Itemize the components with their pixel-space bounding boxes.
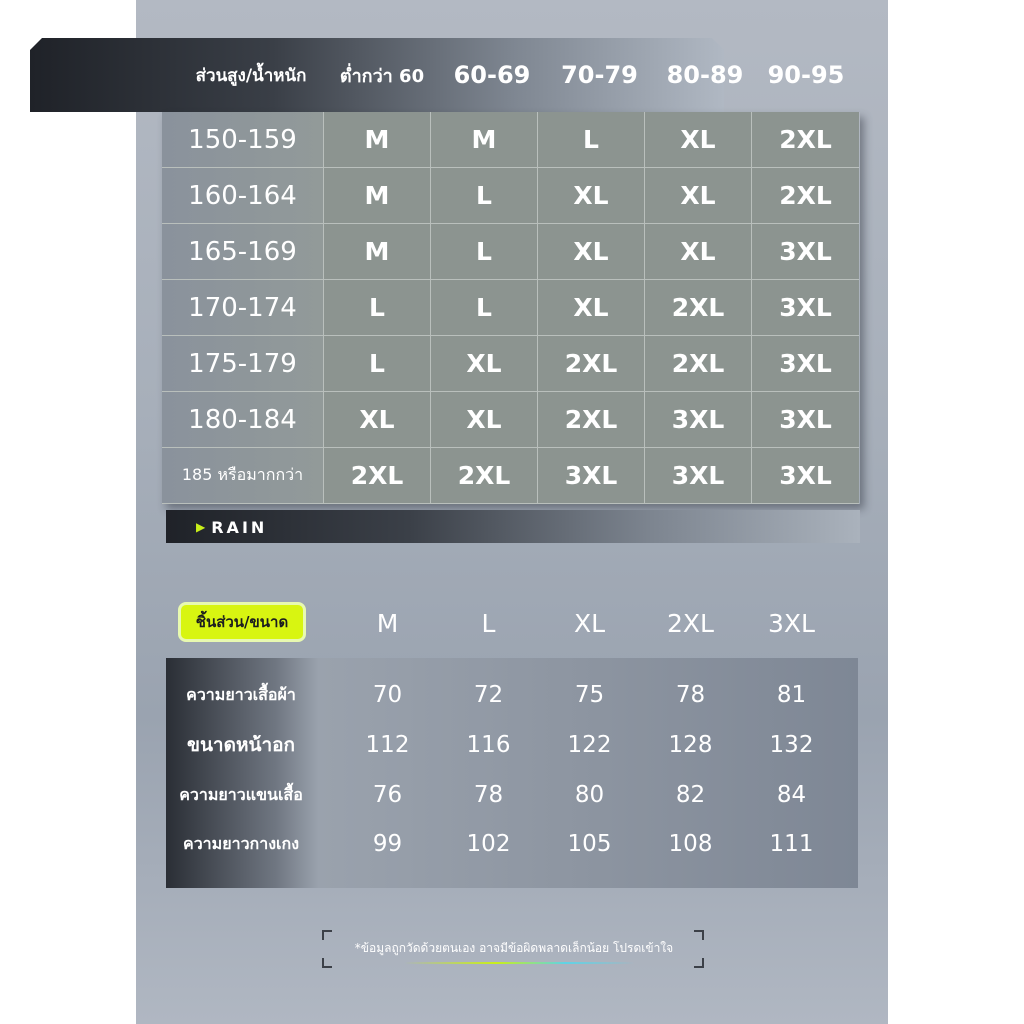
size-header-3xl: 3XL: [768, 608, 815, 638]
size-cell: 3XL: [752, 448, 859, 504]
size-cell: XL: [431, 336, 538, 392]
height-cell: 180-184: [162, 392, 324, 448]
size-cell: 2XL: [752, 168, 859, 224]
row-label-pants-length: ความยาวกางเกง: [182, 833, 299, 853]
height-cell: 165-169: [162, 224, 324, 280]
height-cell: 175-179: [162, 336, 324, 392]
size-cell: XL: [538, 168, 645, 224]
size-cell: 3XL: [645, 392, 752, 448]
weight-col-5: 90-95: [767, 61, 845, 89]
table-row: [162, 168, 860, 224]
size-cell: M: [431, 112, 538, 168]
size-cell: 3XL: [538, 448, 645, 504]
weight-col-3: 70-79: [561, 61, 638, 89]
measurement-value: 108: [668, 831, 713, 857]
measurement-value: 80: [574, 782, 605, 808]
measurement-value: 99: [372, 831, 403, 857]
weight-col-4: 80-89: [666, 61, 744, 89]
row-label-garment-length: ความยาวเสื้อผ้า: [186, 684, 296, 704]
height-cell: 185 หรือมากกว่า: [162, 448, 324, 504]
size-cell: 3XL: [645, 448, 752, 504]
size-cell: XL: [645, 112, 752, 168]
size-cell: L: [324, 280, 431, 336]
size-cell: 2XL: [324, 448, 431, 504]
size-cell: XL: [538, 224, 645, 280]
height-cell: 150-159: [162, 112, 324, 168]
size-cell: L: [324, 336, 431, 392]
table-row: [162, 448, 860, 504]
table-row: [162, 280, 860, 336]
row-label-chest: ขนาดหน้าอก: [186, 734, 296, 756]
size-header-xl: XL: [573, 608, 606, 638]
header-height-weight-label: ส่วนสูง/น้ำหนัก: [195, 65, 307, 86]
measurement-value: 78: [675, 682, 706, 708]
footnote-underline: [404, 962, 634, 964]
size-cell: L: [431, 168, 538, 224]
weight-col-2: 60-69: [453, 61, 531, 89]
measurement-value: 75: [574, 682, 605, 708]
measurement-value: 112: [365, 732, 410, 758]
size-cell: L: [431, 280, 538, 336]
measurement-value: 132: [769, 732, 814, 758]
height-cell: 160-164: [162, 168, 324, 224]
size-cell: L: [431, 224, 538, 280]
weight-col-1: ต่ำกว่า 60: [339, 65, 425, 87]
size-cell: 2XL: [645, 280, 752, 336]
size-cell: 2XL: [431, 448, 538, 504]
measurement-value: 111: [769, 831, 814, 857]
table-row: [162, 336, 860, 392]
size-cell: XL: [538, 280, 645, 336]
table-row: [162, 392, 860, 448]
size-cell: 3XL: [752, 224, 859, 280]
size-cell: 3XL: [752, 336, 859, 392]
table-row: [162, 112, 860, 168]
measurement-value: 122: [567, 732, 612, 758]
table-row: [162, 224, 860, 280]
measurement-value: 76: [372, 782, 403, 808]
row-label-sleeve-length: ความยาวแขนเสื้อ: [179, 784, 303, 804]
size-header-l: L: [481, 608, 496, 638]
brand-bar: [166, 510, 860, 543]
size-cell: XL: [324, 392, 431, 448]
size-cell: XL: [645, 168, 752, 224]
play-triangle-icon: ▶: [196, 520, 206, 534]
size-cell: 2XL: [538, 392, 645, 448]
size-cell: 2XL: [645, 336, 752, 392]
measurement-value: 72: [473, 682, 504, 708]
size-cell: M: [324, 224, 431, 280]
measurement-value: 81: [776, 682, 807, 708]
size-cell: 3XL: [752, 280, 859, 336]
size-cell: 2XL: [538, 336, 645, 392]
measurement-value: 105: [567, 831, 612, 857]
size-cell: M: [324, 168, 431, 224]
brand-label: [196, 512, 267, 542]
measurement-value: 102: [466, 831, 511, 857]
footnote: *ข้อมูลถูกวัดด้วยตนเอง อาจมีข้อผิดพลาดเล็กน้อย โปรดเข้าใจ: [354, 940, 674, 955]
size-cell: XL: [645, 224, 752, 280]
size-cell: M: [324, 112, 431, 168]
measurement-value: 82: [675, 782, 706, 808]
brand-text: RAIN: [211, 517, 268, 537]
measurement-value: 84: [776, 782, 807, 808]
size-cell: 3XL: [752, 392, 859, 448]
measurement-value: 128: [668, 732, 713, 758]
measurement-value: 116: [466, 732, 511, 758]
size-cell: 2XL: [752, 112, 859, 168]
part-size-badge: ชิ้นส่วน/ขนาด: [178, 602, 306, 642]
size-cell: L: [538, 112, 645, 168]
size-header-m: M: [376, 608, 399, 638]
measurement-value: 78: [473, 782, 504, 808]
size-header-2xl: 2XL: [667, 608, 714, 638]
height-cell: 170-174: [162, 280, 324, 336]
size-cell: XL: [431, 392, 538, 448]
size-chart-grid: [162, 112, 860, 504]
measurement-value: 70: [372, 682, 403, 708]
